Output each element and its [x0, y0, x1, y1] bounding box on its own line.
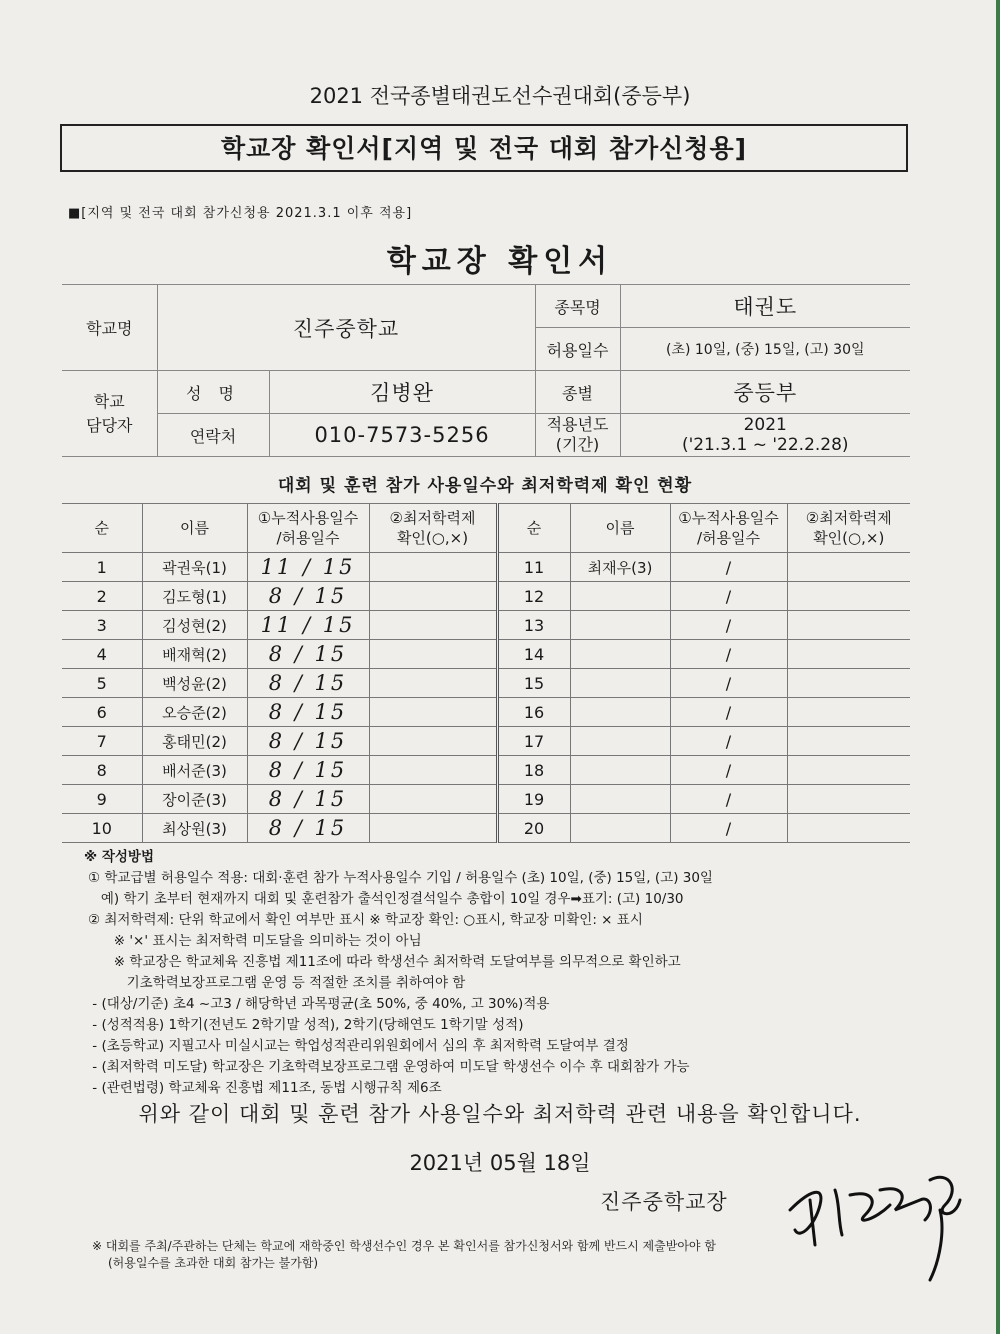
principal-title: 진주중학교장: [600, 1190, 728, 1214]
table-row: [62, 669, 910, 698]
used-days: /: [670, 669, 787, 698]
student-name: [570, 640, 670, 669]
document-title: 학교장 확인서: [386, 244, 614, 279]
grade-check: [787, 698, 910, 727]
manager-name-value: 김병완: [269, 371, 535, 414]
student-name: [570, 727, 670, 756]
student-name: [570, 582, 670, 611]
row-number: 17: [497, 727, 570, 756]
used-days: 8 / 15: [247, 698, 369, 727]
status-body: [62, 553, 910, 843]
grade-check: [369, 611, 497, 640]
footnote-line-1: ※ 대회를 주최/주관하는 단체는 학교에 재학중인 학생선수인 경우 본 확인서를 참가신청서와 함께 반드시 제출받아야 함: [92, 1239, 716, 1253]
grade-check: [787, 756, 910, 785]
used-days: 11 / 15: [247, 611, 369, 640]
row-number: 2: [62, 582, 142, 611]
allowed-days-value: (초) 10일, (중) 15일, (고) 30일: [620, 328, 910, 371]
table-row: [62, 814, 910, 843]
method-line: ① 학교급별 허용일수 적용: 대회·훈련 참가 누적사용일수 기입 / 허용일수 (초) 10일, (중) 15일, (고) 30일: [88, 870, 713, 886]
used-days: 8 / 15: [247, 582, 369, 611]
table-row: [62, 640, 910, 669]
student-name: 백성윤(2): [142, 669, 247, 698]
student-name: 홍태민(2): [142, 727, 247, 756]
row-number: 4: [62, 640, 142, 669]
row-number: 19: [497, 785, 570, 814]
used-days: /: [670, 785, 787, 814]
student-name: [570, 785, 670, 814]
period-label: 적용년도 (기간): [535, 414, 620, 457]
contact-label: 연락처: [157, 414, 269, 457]
student-name: 김도형(1): [142, 582, 247, 611]
footnote-line-2: (허용일수를 초과한 대회 참가는 불가함): [108, 1256, 319, 1270]
row-number: 8: [62, 756, 142, 785]
student-name: [570, 611, 670, 640]
school-name-label: 학교명: [62, 285, 157, 371]
division-label: 종별: [535, 371, 620, 414]
col-grade-right: ②최저학력제 확인(○,×): [787, 504, 910, 553]
division-value: 중등부: [620, 371, 910, 414]
grade-check: [787, 640, 910, 669]
used-days: 8 / 15: [247, 640, 369, 669]
student-name: 배재혁(2): [142, 640, 247, 669]
method-line: - (성적적용) 1학기(전년도 2학기말 성적), 2학기(당해연도 1학기말 성적): [88, 1017, 524, 1033]
table-row: [62, 582, 910, 611]
student-name: [570, 756, 670, 785]
col-grade-left: ②최저학력제 확인(○,×): [369, 504, 497, 553]
used-days: /: [670, 814, 787, 843]
row-number: 6: [62, 698, 142, 727]
competition-title: 2021 전국종별태권도선수권대회(중등부): [309, 84, 691, 108]
document-heading-box: 학교장 확인서[지역 및 전국 대회 참가신청용]: [60, 124, 908, 172]
row-number: 9: [62, 785, 142, 814]
school-info-table: [62, 284, 910, 457]
method-line: - (초등학교) 지필고사 미실시교는 학업성적관리위원회에서 심의 후 최저학력 도달여부 결정: [88, 1038, 629, 1054]
row-number: 14: [497, 640, 570, 669]
method-line: - (관련법령) 학교체육 진흥법 제11조, 동법 시행규칙 제6조: [88, 1080, 442, 1096]
used-days: 8 / 15: [247, 785, 369, 814]
grade-check: [787, 669, 910, 698]
grade-check: [787, 553, 910, 582]
used-days: /: [670, 727, 787, 756]
student-name: 김성현(2): [142, 611, 247, 640]
contact-value: 010-7573-5256: [269, 414, 535, 457]
student-name: 최상원(3): [142, 814, 247, 843]
confirmation-date: 2021년 05월 18일: [409, 1151, 591, 1175]
student-name: [570, 698, 670, 727]
allowed-days-label: 허용일수: [535, 328, 620, 371]
status-section-title: 대회 및 훈련 참가 사용일수와 최저학력제 확인 현황: [277, 476, 693, 496]
method-line: 예) 학기 초부터 현재까지 대회 및 훈련참가 출석인정결석일수 총합이 10일 경우➡표기: (고) 10/30: [88, 891, 684, 907]
grade-check: [787, 611, 910, 640]
year-value: 2021: [743, 415, 787, 435]
col-days-right: ①누적사용일수 /허용일수: [670, 504, 787, 553]
table-row: [62, 785, 910, 814]
period-value: ('21.3.1 ~ '22.2.28): [681, 435, 849, 455]
used-days: 8 / 15: [247, 669, 369, 698]
col-name-right: 이름: [570, 504, 670, 553]
confirmation-statement: 위와 같이 대회 및 훈련 참가 사용일수와 최저학력 관련 내용을 확인합니다.: [138, 1102, 862, 1126]
school-name-value: 진주중학교: [157, 285, 535, 371]
grade-check: [369, 640, 497, 669]
row-number: 11: [497, 553, 570, 582]
table-row: [62, 611, 910, 640]
table-row: [62, 727, 910, 756]
status-table: [62, 503, 910, 843]
used-days: 8 / 15: [247, 727, 369, 756]
used-days: /: [670, 553, 787, 582]
grade-check: [369, 698, 497, 727]
method-line: 기초학력보장프로그램 운영 등 적절한 조치를 취하여야 함: [88, 975, 466, 991]
student-name: 오승준(2): [142, 698, 247, 727]
used-days: /: [670, 756, 787, 785]
row-number: 3: [62, 611, 142, 640]
used-days: /: [670, 698, 787, 727]
grade-check: [787, 785, 910, 814]
student-name: 배서준(3): [142, 756, 247, 785]
table-row: [62, 756, 910, 785]
student-name: 장이준(3): [142, 785, 247, 814]
grade-check: [369, 785, 497, 814]
grade-check: [369, 756, 497, 785]
row-number: 13: [497, 611, 570, 640]
footnote: [92, 1238, 932, 1272]
student-name: [570, 669, 670, 698]
row-number: 18: [497, 756, 570, 785]
row-number: 12: [497, 582, 570, 611]
grade-check: [369, 814, 497, 843]
period-cell: [620, 414, 910, 457]
row-number: 7: [62, 727, 142, 756]
col-name-left: 이름: [142, 504, 247, 553]
method-title: ※ 작성방법: [84, 849, 154, 865]
grade-check: [787, 727, 910, 756]
student-name: 곽권욱(1): [142, 553, 247, 582]
applicability-note: ■[지역 및 전국 대회 참가신청용 2021.3.1 이후 적용]: [68, 206, 413, 221]
row-number: 1: [62, 553, 142, 582]
col-no-right: 순: [497, 504, 570, 553]
grade-check: [369, 553, 497, 582]
student-name: 최재우(3): [570, 553, 670, 582]
table-row: [62, 553, 910, 582]
event-value: 태권도: [620, 285, 910, 328]
student-name: [570, 814, 670, 843]
event-label: 종목명: [535, 285, 620, 328]
grade-check: [787, 582, 910, 611]
col-days-left: ①누적사용일수 /허용일수: [247, 504, 369, 553]
table-row: [62, 698, 910, 727]
method-line: ※ '×' 표시는 최저학력 미도달을 의미하는 것이 아님: [88, 933, 422, 949]
row-number: 10: [62, 814, 142, 843]
row-number: 20: [497, 814, 570, 843]
grade-check: [369, 669, 497, 698]
manager-label: 학교 담당자: [62, 371, 157, 457]
used-days: /: [670, 611, 787, 640]
row-number: 16: [497, 698, 570, 727]
method-line: - (대상/기준) 초4 ~고3 / 해당학년 과목평균(초 50%, 중 40%, 고 30%)적용: [88, 996, 550, 1012]
row-number: 5: [62, 669, 142, 698]
method-line: ② 최저학력제: 단위 학교에서 확인 여부만 표시 ※ 학교장 확인: ○표시, 학교장 미확인: × 표시: [88, 912, 643, 928]
used-days: 8 / 15: [247, 814, 369, 843]
used-days: /: [670, 582, 787, 611]
row-number: 15: [497, 669, 570, 698]
status-header-row: [62, 504, 910, 553]
writing-method: [84, 847, 928, 1099]
col-no-left: 순: [62, 504, 142, 553]
grade-check: [369, 582, 497, 611]
manager-name-label: 성 명: [157, 371, 269, 414]
used-days: /: [670, 640, 787, 669]
method-lines: [88, 868, 928, 1099]
used-days: 8 / 15: [247, 756, 369, 785]
grade-check: [787, 814, 910, 843]
method-line: - (최저학력 미도달) 학교장은 기초학력보장프로그램 운영하여 미도달 학생선수 이수 후 대회참가 가능: [88, 1059, 690, 1075]
grade-check: [369, 727, 497, 756]
used-days: 11 / 15: [247, 553, 369, 582]
method-line: ※ 학교장은 학교체육 진흥법 제11조에 따라 학생선수 최저학력 도달여부를 의무적으로 확인하고: [88, 954, 681, 970]
